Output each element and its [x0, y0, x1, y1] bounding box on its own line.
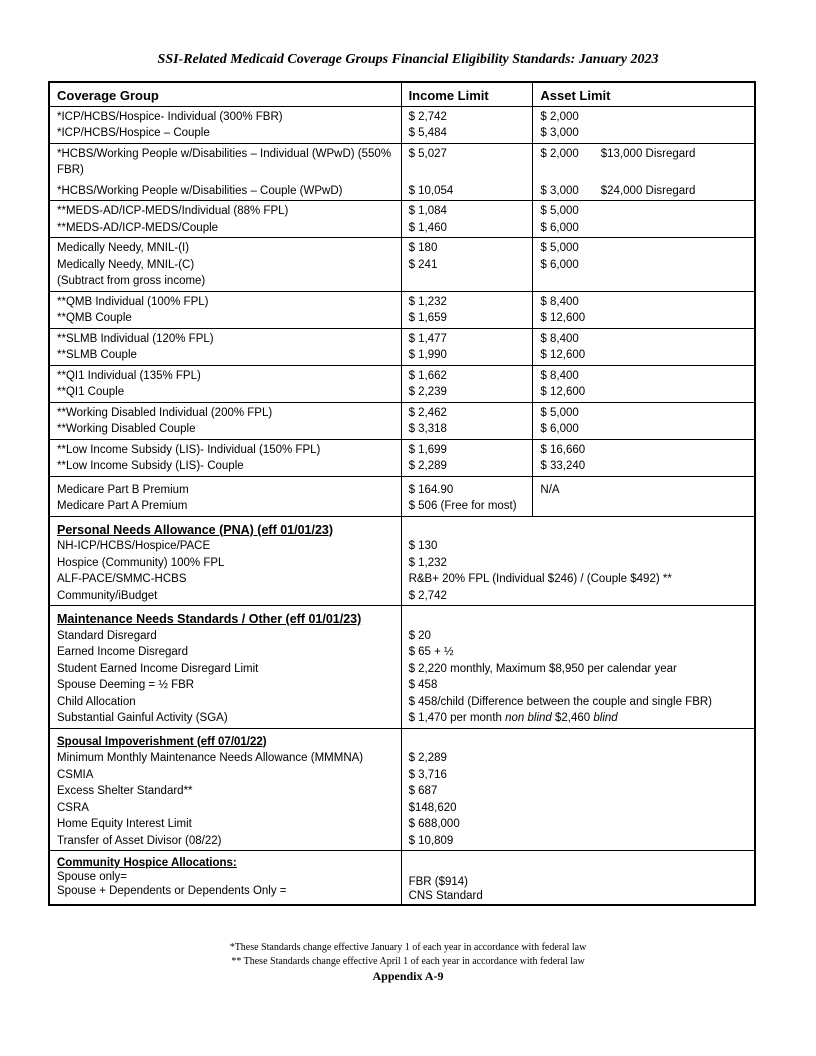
income-limit-value: $ 1,662: [408, 369, 447, 382]
asset-limit-value: $ 8,400: [540, 332, 579, 345]
asset-limit-value: $ 5,000: [540, 205, 579, 217]
hospice-label: Spouse only=: [57, 871, 128, 883]
asset-limit-value: $ 2,000: [540, 110, 579, 123]
coverage-group-label: **QMB Couple: [57, 312, 132, 324]
maintenance-label: Student Earned Income Disregard Limit: [57, 662, 259, 675]
asset-limit-value: $ 3,000: [540, 127, 579, 139]
income-limit-value: $ 1,084: [408, 205, 447, 217]
income-limit-value: $ 10,054: [408, 184, 454, 197]
coverage-group-label: **QI1 Couple: [57, 386, 125, 398]
income-limit-value: $ 164.90: [408, 483, 454, 496]
spousal-value: $ 687: [408, 785, 438, 797]
spousal-value: $ 2,289: [408, 752, 447, 764]
footnote-january: *These Standards change effective January 1 of each year in accordance with federal law: [229, 942, 587, 953]
asset-limit-value: N/A: [540, 483, 560, 496]
income-limit-value: $ 5,484: [408, 127, 447, 139]
coverage-group-label: **SLMB Individual (120% FPL): [57, 332, 214, 345]
income-limit-value: $ 5,027: [408, 147, 447, 160]
asset-limit-value: $ 8,400: [540, 369, 579, 382]
maintenance-label: Child Allocation: [57, 695, 136, 708]
table-row: [49, 201, 755, 238]
coverage-group-label: **QMB Individual (100% FPL): [57, 295, 209, 308]
coverage-group-label: **MEDS-AD/ICP-MEDS/Individual (88% FPL): [57, 205, 289, 217]
maintenance-value: $ 458: [408, 679, 438, 691]
spousal-value: $ 688,000: [408, 818, 460, 830]
maintenance-value: $ 2,220 monthly, Maximum $8,950 per calendar year: [408, 662, 677, 675]
income-limit-value: $ 1,460: [408, 221, 447, 234]
table-row: [49, 476, 755, 516]
asset-limit-value: $ 8,400: [540, 295, 579, 308]
coverage-group-label: Medicare Part B Premium: [57, 483, 189, 496]
pna-value: $ 2,742: [408, 589, 447, 602]
spousal-value: $ 10,809: [408, 834, 454, 847]
income-limit-value: $ 1,699: [408, 443, 447, 456]
coverage-group-label: **Working Disabled Individual (200% FPL): [57, 406, 273, 419]
maintenance-section: [49, 606, 755, 729]
appendix-label: Appendix A-9: [372, 969, 444, 983]
header-row: [49, 82, 755, 106]
table-row: [49, 106, 755, 143]
asset-limit-value: $ 5,000: [540, 406, 579, 419]
asset-limit-value: $ 3,000: [540, 184, 579, 197]
header-asset-limit: Asset Limit: [533, 82, 755, 106]
coverage-group-label: *HCBS/Working People w/Disabilities – Couple (WPwD): [57, 184, 343, 197]
spousal-label: Transfer of Asset Divisor (08/22): [57, 834, 222, 847]
coverage-group-label: Medically Needy, MNIL-(I): [57, 242, 190, 254]
maintenance-label: Earned Income Disregard: [57, 646, 189, 658]
spousal-label: Home Equity Interest Limit: [57, 818, 192, 830]
coverage-group-label: **MEDS-AD/ICP-MEDS/Couple: [57, 221, 219, 234]
coverage-group-label: **SLMB Couple: [57, 349, 137, 361]
maintenance-label: Spouse Deeming = ½ FBR: [57, 679, 195, 691]
section-title-maintenance: Maintenance Needs Standards / Other (eff 01/01/23): [57, 612, 362, 626]
page-title: SSI-Related Medicaid Coverage Groups Financial Eligibility Standards: January 2023: [157, 52, 659, 67]
asset-limit-value: $ 12,600: [540, 386, 586, 398]
coverage-group-label: *HCBS/Working People w/Disabilities – Individual (WPwD) (550% FBR): [57, 147, 392, 176]
hospice-value: CNS Standard: [408, 890, 483, 902]
pna-label: ALF-PACE/SMMC-HCBS: [57, 573, 187, 585]
maintenance-value: $ 20: [408, 629, 431, 642]
pna-value: R&B+ 20% FPL (Individual $246) / (Couple $492) **: [408, 573, 672, 585]
pna-value: $ 130: [408, 540, 438, 552]
pna-label: NH-ICP/HCBS/Hospice/PACE: [57, 540, 211, 552]
spousal-label: Minimum Monthly Maintenance Needs Allowance (MMMNA): [57, 752, 364, 764]
income-limit-value: $ 506 (Free for most): [408, 500, 517, 512]
disregard-value: $24,000 Disregard: [600, 184, 696, 197]
asset-limit-value: $ 16,660: [540, 443, 586, 456]
income-limit-value: $ 1,477: [408, 332, 447, 345]
asset-limit-value: $ 2,000: [540, 147, 579, 160]
table-row: [49, 439, 755, 476]
maintenance-label: Substantial Gainful Activity (SGA): [57, 712, 228, 724]
table-row: [49, 365, 755, 402]
pna-label: Hospice (Community) 100% FPL: [57, 556, 225, 569]
maintenance-value: $ 458/child (Difference between the couple and single FBR): [408, 695, 713, 708]
coverage-group-label: **QI1 Individual (135% FPL): [57, 369, 201, 382]
maintenance-value: $ 65 + ½: [408, 646, 454, 658]
income-limit-value: $ 2,742: [408, 110, 447, 123]
hospice-value: FBR ($914): [408, 876, 468, 888]
table-row: [49, 402, 755, 439]
header-income-limit: Income Limit: [401, 82, 533, 106]
coverage-group-label: *ICP/HCBS/Hospice – Couple: [57, 127, 210, 139]
table-row: [49, 143, 755, 201]
header-coverage-group: Coverage Group: [49, 82, 401, 106]
spousal-label: CSMIA: [57, 768, 94, 781]
section-title-spousal: Spousal Impoverishment (eff 07/01/22): [57, 735, 267, 748]
income-limit-value: $ 3,318: [408, 423, 447, 435]
asset-limit-value: $ 12,600: [540, 312, 586, 324]
hospice-label: Spouse + Dependents or Dependents Only =: [57, 885, 287, 897]
asset-limit-value: $ 12,600: [540, 349, 586, 361]
spousal-value: $ 3,716: [408, 768, 447, 781]
spousal-label: CSRA: [57, 801, 89, 814]
spousal-label: Excess Shelter Standard**: [57, 785, 193, 797]
footnote-april: ** These Standards change effective April 1 of each year in accordance with federal law: [231, 956, 585, 967]
pna-section: [49, 516, 755, 606]
maintenance-label: Standard Disregard: [57, 629, 157, 642]
section-title-pna: Personal Needs Allowance (PNA) (eff 01/01/23): [57, 522, 334, 537]
coverage-group-label: *ICP/HCBS/Hospice- Individual (300% FBR): [57, 110, 283, 123]
spousal-value: $148,620: [408, 801, 457, 814]
pna-value: $ 1,232: [408, 556, 447, 569]
pna-label: Community/iBudget: [57, 589, 158, 602]
asset-limit-value: $ 6,000: [540, 258, 579, 271]
income-limit-value: $ 2,462: [408, 406, 447, 419]
asset-limit-value: $ 6,000: [540, 423, 579, 435]
coverage-group-label: Medically Needy, MNIL-(C): [57, 258, 195, 271]
asset-limit-value: $ 33,240: [540, 460, 586, 472]
eligibility-table: [48, 81, 756, 906]
spousal-section: [49, 728, 755, 851]
coverage-group-label: Medicare Part A Premium: [57, 500, 188, 512]
income-limit-value: $ 180: [408, 242, 438, 254]
income-limit-value: $ 1,659: [408, 312, 447, 324]
disregard-value: $13,000 Disregard: [600, 147, 696, 160]
coverage-group-label: **Low Income Subsidy (LIS)- Individual (150% FPL): [57, 443, 321, 456]
coverage-group-label: **Low Income Subsidy (LIS)- Couple: [57, 460, 244, 472]
table-row: [49, 238, 755, 292]
income-limit-value: $ 241: [408, 258, 438, 271]
income-limit-value: $ 1,990: [408, 349, 447, 361]
coverage-group-label: **Working Disabled Couple: [57, 423, 196, 435]
maintenance-value-sga: $ 1,470 per month non blind $2,460 blind: [408, 712, 618, 724]
asset-limit-value: $ 5,000: [540, 242, 579, 254]
income-limit-value: $ 1,232: [408, 295, 447, 308]
hospice-section: [49, 851, 755, 906]
section-title-hospice: Community Hospice Allocations:: [57, 857, 237, 869]
income-limit-value: $ 2,289: [408, 460, 447, 472]
coverage-group-note: (Subtract from gross income): [57, 275, 206, 287]
table-row: [49, 328, 755, 365]
table-row: [49, 291, 755, 328]
asset-limit-value: $ 6,000: [540, 221, 579, 234]
income-limit-value: $ 2,239: [408, 386, 447, 398]
